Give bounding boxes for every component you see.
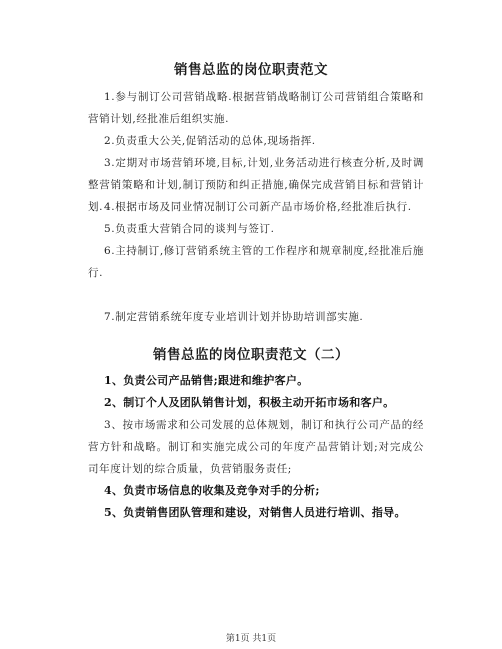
duty-item-7: 7.制定营销系统年度专业培训计划并协助培训部实施. xyxy=(104,311,364,323)
duty2-item-1: 1、负责公司产品销售;跟进和维护客户。 xyxy=(104,374,309,387)
duty-item-3: 3.定期对市场营销环境,目标,计划,业务活动进行核查分析,及时调整营销策略和计划,制订预防和纠正措施,确保完成营销目标和营销计划. xyxy=(88,157,424,213)
document-title: 销售总监的岗位职责范文 xyxy=(174,62,328,78)
duty2-item-3: 3、按市场需求和公司发展的总体规划，制订和执行公司产品的经营方针和战略。制订和实施完成公司的年度产品营销计划;对完成公司年度计划的综合质量，负营销服务责任; xyxy=(88,419,424,475)
duty2-item-5: 5、负责销售团队管理和建设，对销售人员进行培训、指导。 xyxy=(104,506,406,519)
duty-item-5: 5.负责重大营销合同的谈判与签订. xyxy=(104,223,275,235)
duty-item-1: 1.参与制订公司营销战略.根据营销战略制订公司营销组合策略和营销计划,经批准后组织实施. xyxy=(88,91,424,125)
section-title-2: 销售总监的岗位职责范文（二） xyxy=(153,347,349,363)
page-footer: 第1页 共1页 xyxy=(225,634,277,644)
duty-item-6: 6.主持制订,修订营销系统主管的工作程序和规章制度,经批准后施行. xyxy=(88,245,424,279)
duty2-item-2: 2、制订个人及团队销售计划，积极主动开拓市场和客户。 xyxy=(104,396,395,409)
duty-item-4: 4.根据市场及同业情况制订公司新产品市场价格,经批准后执行. xyxy=(104,201,412,213)
duty-item-2: 2.负责重大公关,促销活动的总体,现场指挥. xyxy=(104,135,316,147)
duty2-item-4: 4、负责市场信息的收集及竞争对手的分析; xyxy=(104,484,320,497)
